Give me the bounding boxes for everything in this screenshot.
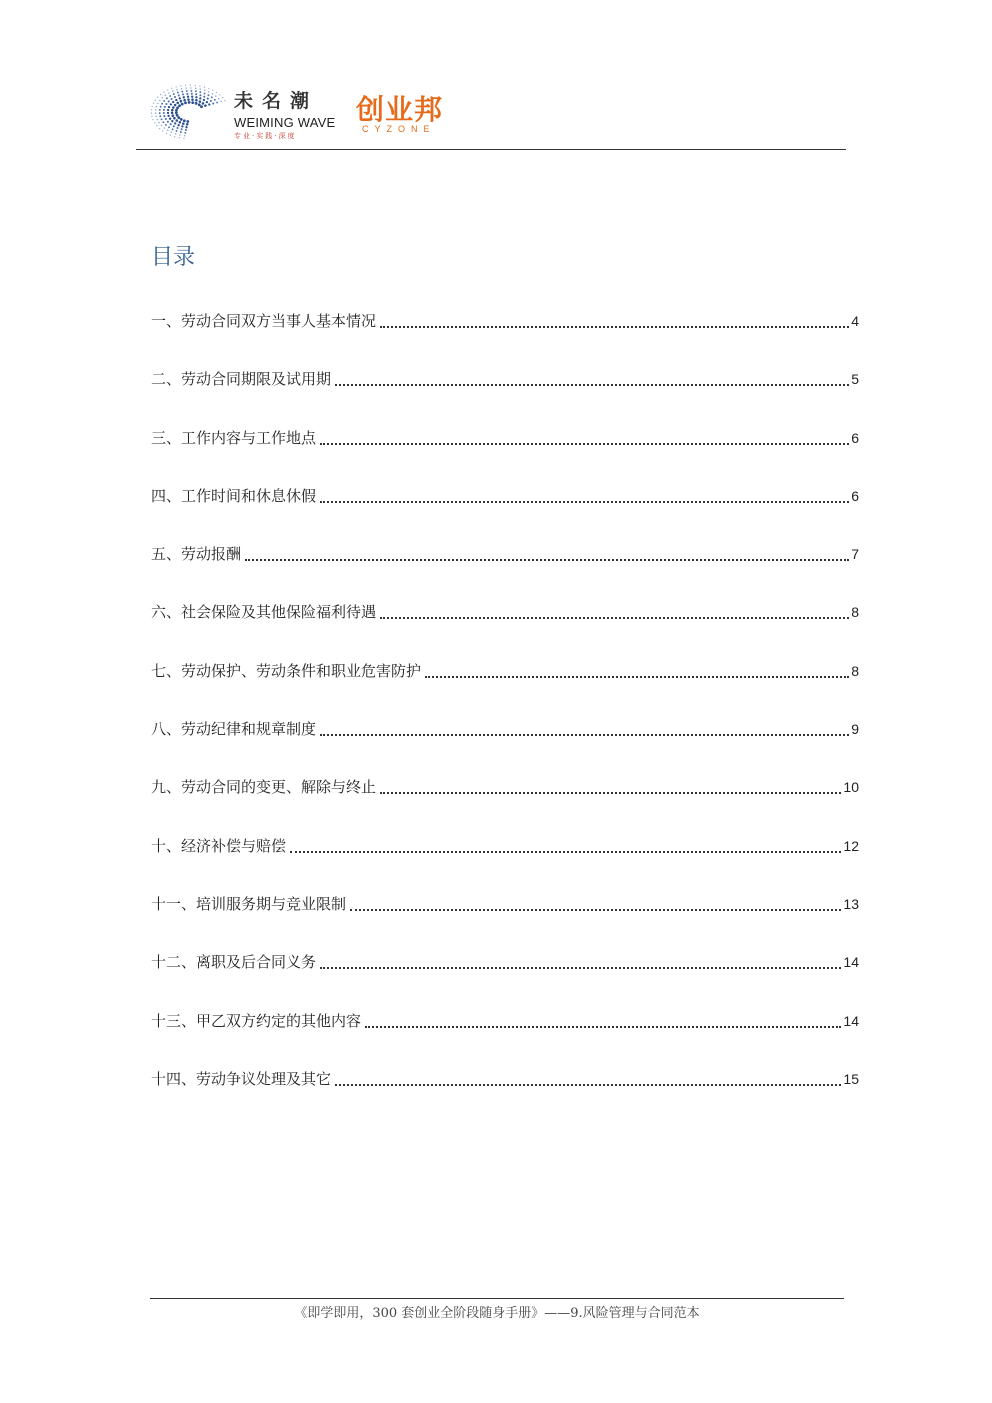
toc-dot-leader — [335, 1070, 841, 1086]
toc-dot-leader — [380, 603, 849, 619]
toc-page-number: 14 — [843, 954, 859, 971]
toc-dot-leader — [335, 370, 849, 386]
toc-page-number: 9 — [851, 721, 859, 738]
toc-entry-label: 十二、离职及后合同义务 — [151, 953, 317, 972]
toc-entry[interactable] — [151, 893, 859, 951]
toc-entry-label: 八、劳动纪律和规章制度 — [151, 720, 317, 739]
toc-dot-leader — [320, 429, 849, 445]
toc-page-number: 13 — [843, 895, 859, 912]
toc-dot-leader — [320, 953, 841, 969]
toc-entry[interactable] — [151, 601, 859, 659]
toc-page-number: 6 — [851, 429, 859, 446]
page-header — [140, 78, 846, 150]
wave-swirl-logo-icon — [146, 82, 236, 146]
toc-page-number: 10 — [843, 779, 859, 796]
toc-title: 目录 — [151, 245, 196, 270]
toc-page-number: 15 — [843, 1070, 859, 1087]
toc-entry[interactable] — [151, 660, 859, 718]
toc-entry-label: 十、经济补偿与赔偿 — [151, 836, 287, 855]
toc-entry[interactable] — [151, 427, 859, 485]
weiming-wave-logo — [234, 86, 335, 141]
toc-entry-label: 五、劳动报酬 — [151, 545, 242, 564]
toc-entry-label: 十四、劳动争议处理及其它 — [151, 1069, 332, 1088]
table-of-contents — [151, 310, 859, 1126]
toc-entry-label: 二、劳动合同期限及试用期 — [151, 370, 332, 389]
toc-entry[interactable] — [151, 951, 859, 1009]
toc-page-number: 7 — [851, 546, 859, 563]
toc-entry[interactable] — [151, 543, 859, 601]
toc-entry[interactable] — [151, 1068, 859, 1126]
toc-page-number: 8 — [851, 662, 859, 679]
toc-entry-label: 七、劳动保护、劳动条件和职业危害防护 — [151, 661, 422, 680]
toc-dot-leader — [380, 778, 841, 794]
toc-dot-leader — [320, 720, 849, 736]
cyzone-logo — [356, 88, 443, 134]
toc-entry-label: 四、工作时间和休息休假 — [151, 486, 317, 505]
toc-page-number: 8 — [851, 604, 859, 621]
toc-entry-label: 六、社会保险及其他保险福利待遇 — [151, 603, 377, 622]
toc-page-number: 14 — [843, 1012, 859, 1029]
toc-entry[interactable] — [151, 1010, 859, 1068]
toc-dot-leader — [245, 545, 849, 561]
toc-page-number: 6 — [851, 487, 859, 504]
toc-entry[interactable] — [151, 485, 859, 543]
toc-entry-label: 九、劳动合同的变更、解除与终止 — [151, 778, 377, 797]
toc-dot-leader — [350, 895, 841, 911]
toc-entry[interactable] — [151, 310, 859, 368]
toc-page-number: 4 — [851, 313, 859, 329]
toc-entry-label: 一、劳动合同双方当事人基本情况 — [151, 312, 377, 330]
cyzone-name-en: CYZONE — [362, 124, 436, 134]
cyzone-name-cn: 创业邦 — [356, 93, 444, 126]
toc-dot-leader — [425, 662, 849, 678]
toc-entry-label: 三、工作内容与工作地点 — [151, 428, 317, 447]
brand-name-cn: 未名潮 — [234, 90, 319, 112]
footer-text: 《即学即用，300 套创业全阶段随身手册》——9.风险管理与合同范本 — [294, 1306, 700, 1321]
toc-entry[interactable] — [151, 835, 859, 893]
toc-entry-label: 十三、甲乙双方约定的其他内容 — [151, 1011, 362, 1030]
toc-entry[interactable] — [151, 718, 859, 776]
brand-name-en: WEIMING WAVE — [234, 115, 336, 130]
footer-divider — [150, 1298, 844, 1299]
brand-tagline: 专业·实践·深度 — [234, 132, 297, 140]
toc-entry-label: 十一、培训服务期与竞业限制 — [151, 894, 347, 913]
toc-entry[interactable] — [151, 776, 859, 834]
toc-dot-leader — [365, 1012, 841, 1028]
toc-dot-leader — [380, 312, 849, 328]
toc-dot-leader — [320, 487, 849, 503]
toc-entry[interactable] — [151, 368, 859, 426]
toc-page-number: 12 — [843, 837, 859, 854]
toc-page-number: 5 — [851, 371, 859, 388]
header-divider — [136, 149, 846, 150]
toc-dot-leader — [290, 837, 841, 853]
